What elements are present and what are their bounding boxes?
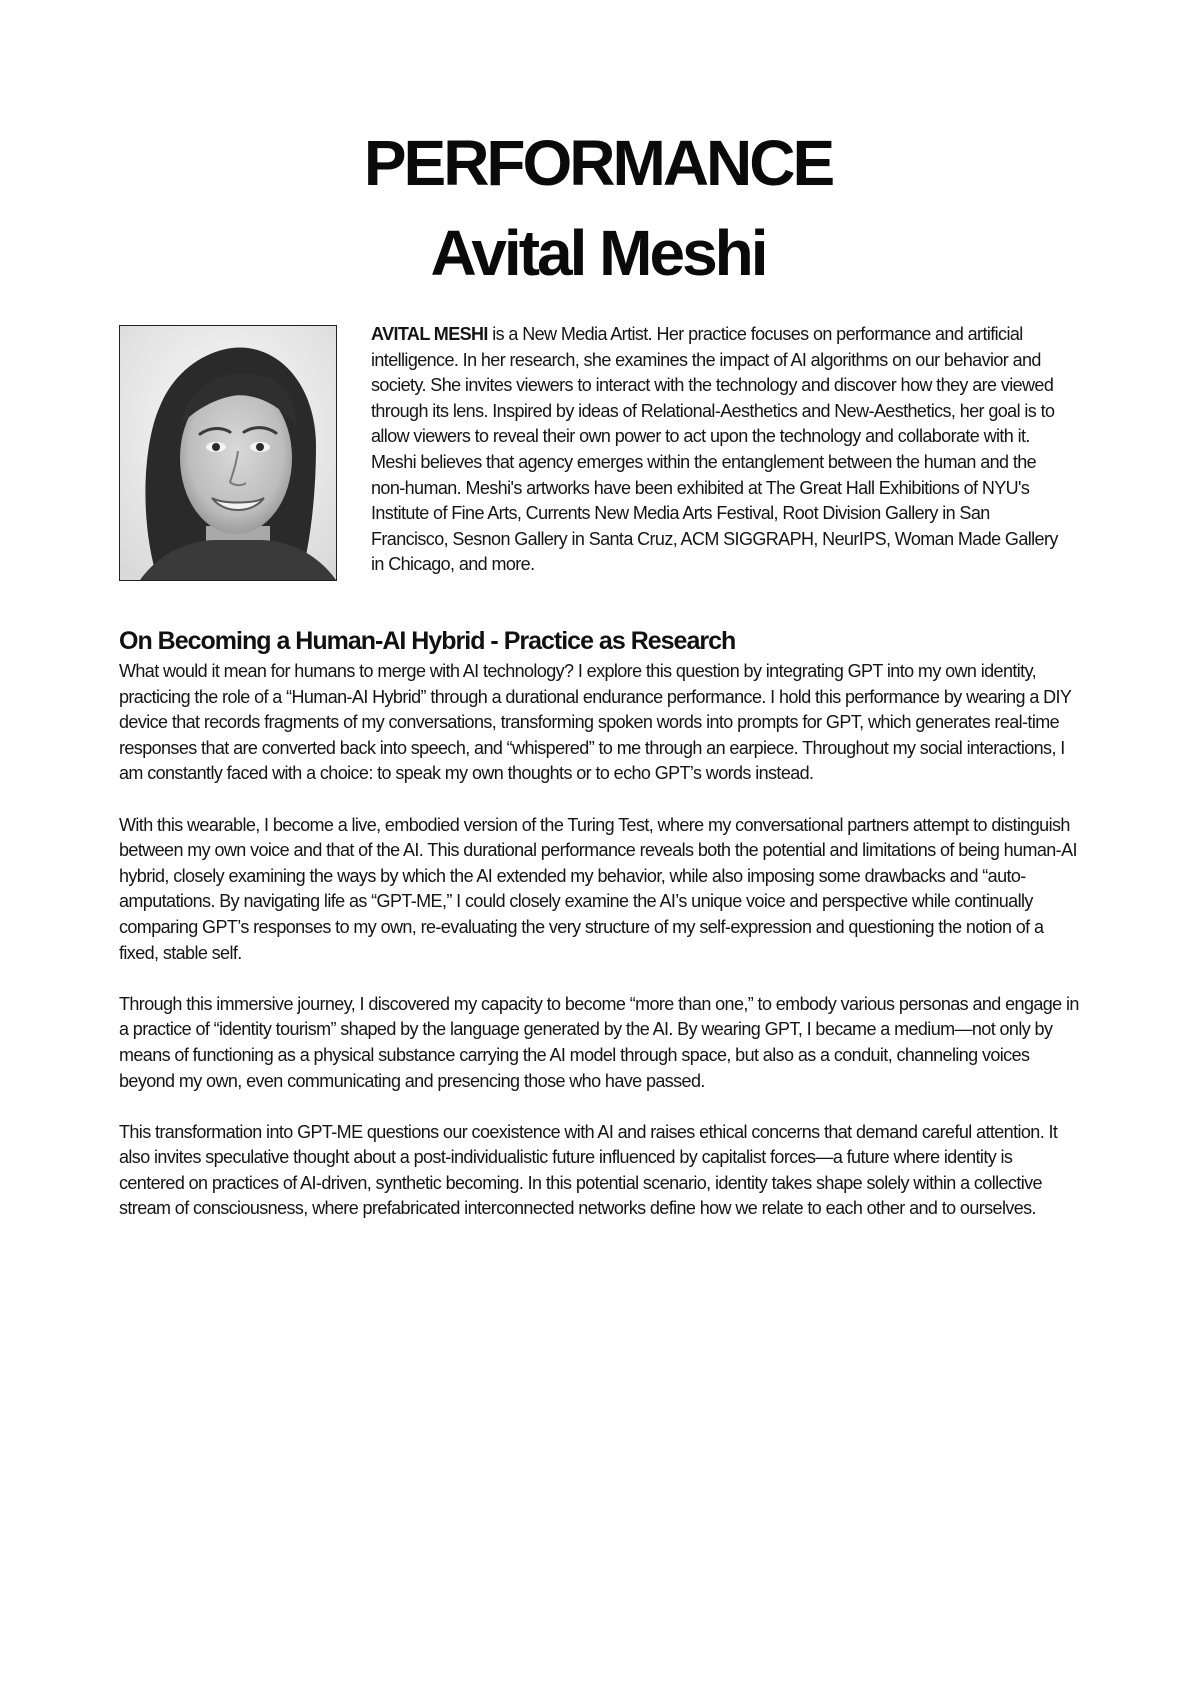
project-section <box>119 624 1079 1248</box>
bio-text: is a New Media Artist. Her practice focuses on performance and artificial intelligence. In her research, she examines the impact of AI algorithms on our behavior and society. She invites viewers to interact with the technology and discover how they are viewed through its lens. Inspired by ideas of Relational-Aesthetics and New-Aesthetics, her goal is to allow viewers to reveal their own power to act upon the technology and collaborate with it. Meshi believes that agency emerges within the entanglement between the human and the non-human. Meshi's artworks have been exhibited at The Great Hall Exhibitions of NYU's Institute of Fine Arts, Currents New Media Arts Festival, Root Division Gallery in San Francisco, Sesnon Gallery in Santa Cruz, ACM SIGGRAPH, NeurIPS, Woman Made Gallery in Chicago, and more. <box>371 324 1058 575</box>
bio-artist-name: AVITAL MESHI <box>371 324 488 344</box>
paragraph-4: This transformation into GPT-ME questions our coexistence with AI and raises ethical concerns that demand careful attention. It also invites speculative thought about a post-individualistic future influenced by capitalist forces—a future where identity is centered on practices of AI-driven, synthetic becoming. In this potential scenario, identity takes shape solely within a collective stream of consciousness, where prefabricated interconnected networks define how we relate to each other and to ourselves. <box>119 1121 1058 1219</box>
paragraph-2: With this wearable, I become a live, embodied version of the Turing Test, where my conversational partners attempt to distinguish between my own voice and that of the AI. This durational performance reveals both the potential and limitations of being human-AI hybrid, closely examining the ways by which the AI extended my behavior, while also imposing some drawbacks and “auto-amputations. By navigating life as “GPT-ME,” I could closely examine the AI’s unique voice and perspective while continually comparing GPT’s responses to my own, re-evaluating the very structure of my self-expression and questioning the notion of a fixed, stable self. <box>119 814 1077 963</box>
artist-bio <box>371 322 1071 578</box>
section-heading: On Becoming a Human-AI Hybrid - Practice as Research <box>119 627 736 655</box>
title-category: PERFORMANCE <box>363 127 833 199</box>
artist-portrait <box>119 325 337 581</box>
paragraph-1: What would it mean for humans to merge with AI technology? I explore this question by integrating GPT into my own identity, practicing the role of a “Human-AI Hybrid” through a durational endurance performance. I hold this performance by wearing a DIY device that records fragments of my conversations, transforming spoken words into prompts for GPT, which generates real-time responses that are converted back into speech, and “whispered” to me through an earpiece. Throughout my social interactions, I am constantly faced with a choice: to speak my own thoughts or to echo GPT’s words instead. <box>119 661 1072 784</box>
paragraph-3: Through this immersive journey, I discovered my capacity to become “more than one,” to embody various personas and engage in a practice of “identity tourism” shaped by the language generated by the AI. By wearing GPT, I became a medium—not only by means of functioning as a physical substance carrying the AI model through space, but also as a conduit, channeling voices beyond my own, even communicating and presencing those who have passed. <box>119 993 1079 1091</box>
page-title <box>0 118 1196 298</box>
title-artist-name: Avital Meshi <box>430 217 766 289</box>
